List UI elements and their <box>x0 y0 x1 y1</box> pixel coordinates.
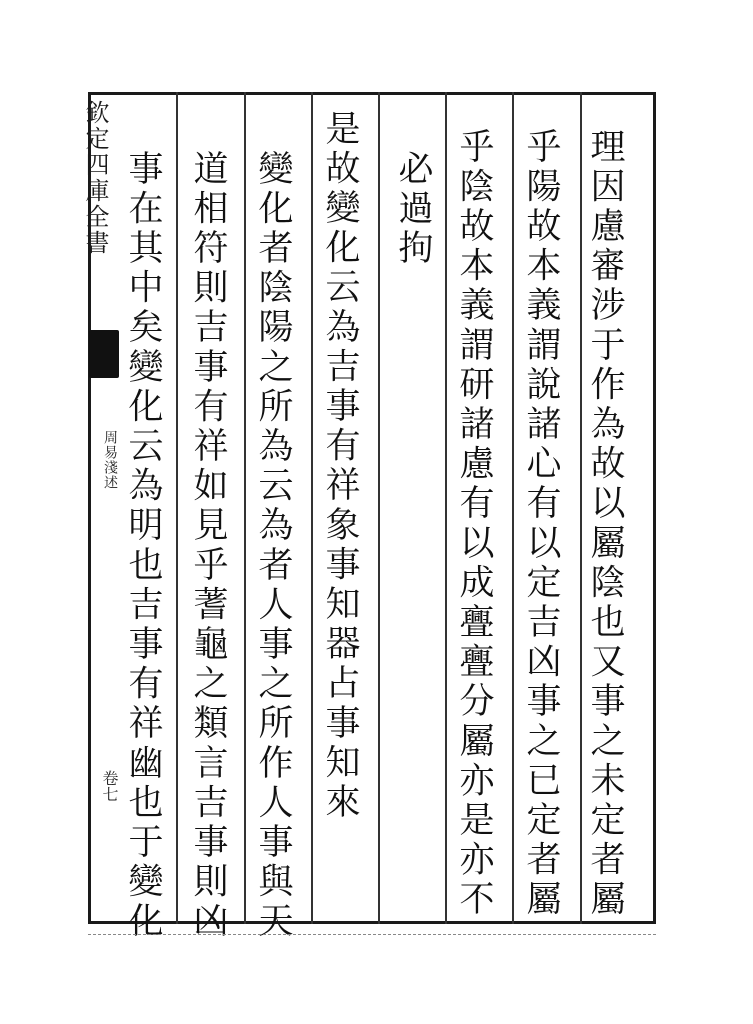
fishtail-mark <box>89 330 119 378</box>
volume-label: 卷七 <box>100 770 119 802</box>
column-rule <box>176 92 178 924</box>
column-rule <box>244 92 246 924</box>
column-rule <box>311 92 313 924</box>
column-rule <box>378 92 380 924</box>
text-column-7: 道相符則吉事有祥如見乎蓍龜之類言吉事則凶 <box>188 150 228 942</box>
column-rule <box>580 92 582 924</box>
text-column-2: 乎陽故本義謂說諸心有以定吉凶事之已定者屬 <box>521 128 561 920</box>
column-rule <box>445 92 447 924</box>
text-column-8: 事在其中矣變化云為明也吉事有祥幽也于變化 <box>123 150 163 942</box>
text-column-5: 是故變化云為吉事有祥象事知器占事知來 <box>320 110 360 823</box>
text-column-6: 變化者陰陽之所為云為者人事之所作人事與天 <box>253 150 293 942</box>
text-column-1: 理因慮審涉于作為故以屬陰也又事之未定者屬 <box>585 128 625 920</box>
collection-title: 欽定四庫全書 <box>81 100 109 256</box>
column-rule <box>512 92 514 924</box>
page-border <box>88 92 656 924</box>
text-column-3: 乎陰故本義謂研諸慮有以成亹亹分屬亦是亦不 <box>454 128 494 920</box>
book-title: 周易淺述 <box>102 430 118 490</box>
scan-edge <box>88 934 656 937</box>
text-column-4: 必過拘 <box>393 150 433 269</box>
